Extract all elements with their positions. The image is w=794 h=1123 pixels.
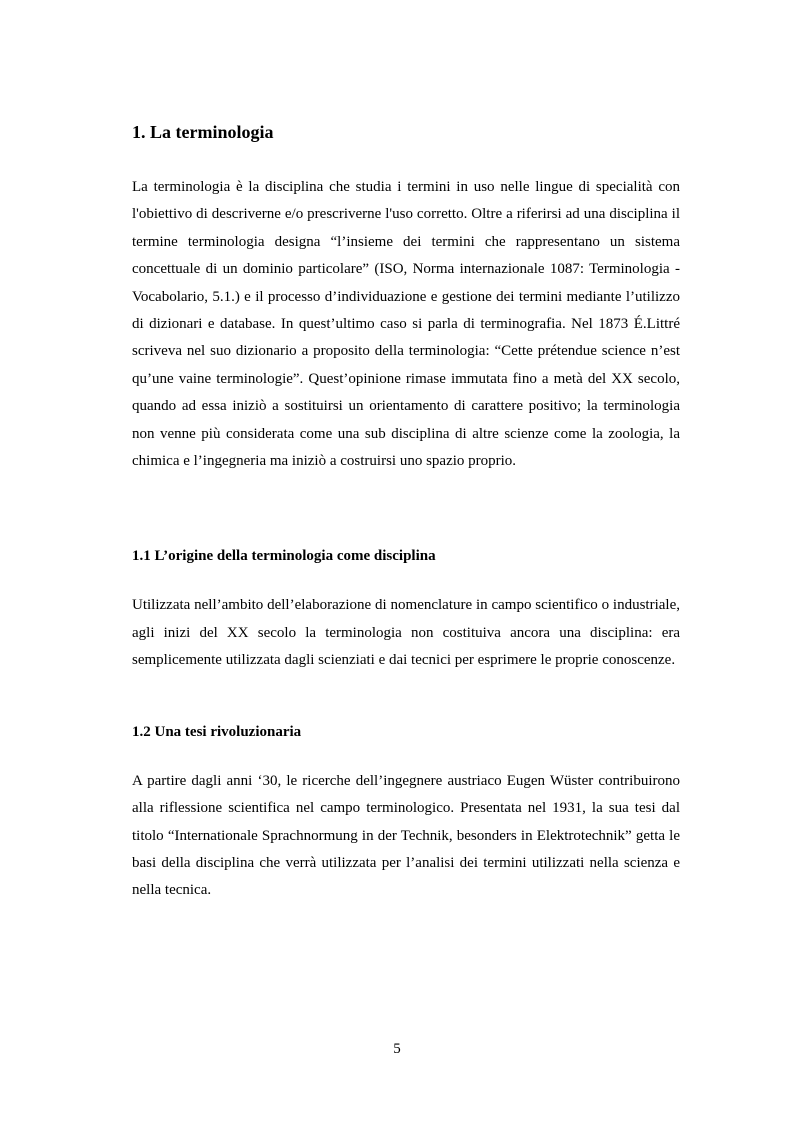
page-number: 5 (393, 1041, 401, 1057)
section-1-1 (132, 546, 680, 674)
section-1-2 (132, 722, 680, 905)
section-1-1-heading: 1.1 L’origine della terminologia come disciplina (132, 548, 436, 565)
section-1-2-paragraph: A partire dagli anni ‘30, le ricerche dell’ingegnere austriaco Eugen Wüster contribuirono alla riflessione scientifica nel campo terminologico. Presentata nel 1931, la sua tesi dal titolo “Internationale Sprachnormung in der Technik, besonders in Elektrotechnik” getta le basi della disciplina che verrà utilizzata per l’analisi dei termini utilizzati nella scienza e nella tecnica. (132, 772, 680, 899)
chapter-section (132, 120, 680, 475)
chapter-paragraph: La terminologia è la disciplina che studia i termini in uso nelle lingue di specialità con l'obiettivo di descriverne e/o prescriverne l'uso corretto. Oltre a riferirsi ad una disciplina il termine terminologia designa “l’insieme dei termini che rappresentano un sistema concettuale di un dominio particolare” (ISO, Norma internazionale 1087: Terminologia - Vocabolario, 5.1.) e il processo d’individuazione e gestione dei termini mediante l’utilizzo di dizionari e database. In quest’ultimo caso si parla di terminografia. Nel 1873 É.Littré scriveva nel suo dizionario a proposito della terminologia: “Cette prétendue science n’est qu’une vaine terminologie”. Quest’opinione rimase immutata fino a metà del XX secolo, quando ad essa iniziò a sostituirsi un orientamento di carattere positivo; la terminologia non venne più considerata come una sub disciplina di altre scienze come la zoologia, la chimica e l’ingegneria ma iniziò a costruirsi uno spazio proprio. (132, 179, 680, 470)
page-content (132, 120, 680, 905)
chapter-title: 1. La terminologia (132, 122, 274, 142)
section-1-2-heading: 1.2 Una tesi rivoluzionaria (132, 723, 302, 740)
section-1-1-paragraph: Utilizzata nell’ambito dell’elaborazione di nomenclature in campo scientifico o industriale, agli inizi del XX secolo la terminologia non costituiva ancora una disciplina: era semplicemente utilizzata dagli scienziati e dai tecnici per esprimere le proprie conoscenze. (132, 597, 680, 669)
